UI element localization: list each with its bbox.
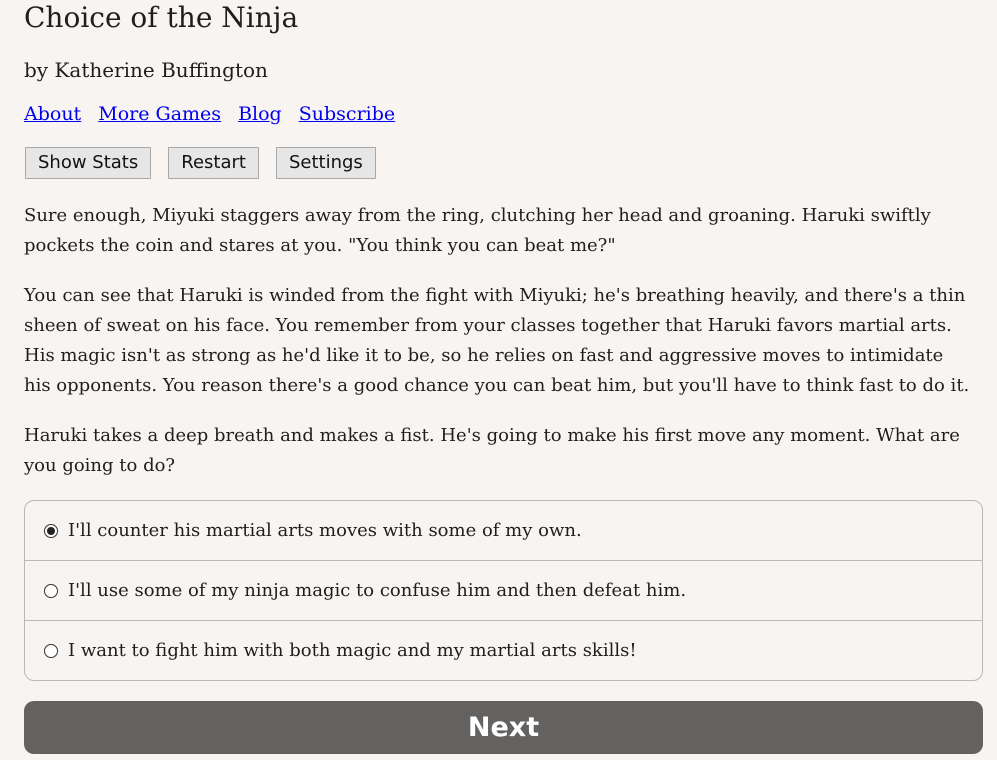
- choice-label: I'll counter his martial arts moves with some of my own.: [68, 520, 582, 541]
- settings-button[interactable]: Settings: [276, 147, 376, 179]
- story-paragraph: Haruki takes a deep breath and makes a fist. He's going to make his first move any moment. What are you going to do?: [24, 425, 960, 476]
- story-text: [24, 201, 974, 501]
- radio-icon[interactable]: [44, 584, 58, 598]
- toolbar: [25, 147, 376, 179]
- choice-option-1[interactable]: [25, 501, 982, 560]
- more-games-link[interactable]: More Games: [98, 103, 222, 125]
- story-paragraph: You can see that Haruki is winded from the fight with Miyuki; he's breathing heavily, and there's a thin sheen of sweat on his face. You remember from your classes together that Haruki favors martial arts. His magic isn't as strong as he'd like it to be, so he relies on fast and aggressive moves to intimidate his opponents. You reason there's a good chance you can beat him, but you'll have to think fast to do it.: [24, 285, 970, 396]
- choice-label: I want to fight him with both magic and my martial arts skills!: [68, 640, 637, 661]
- choice-option-3[interactable]: [25, 620, 982, 680]
- author-byline: by Katherine Buffington: [24, 58, 268, 82]
- choice-list: [24, 500, 983, 681]
- about-link[interactable]: About: [24, 103, 82, 125]
- header-links: [24, 101, 406, 127]
- story-paragraph: Sure enough, Miyuki staggers away from the ring, clutching her head and groaning. Haruki swiftly pockets the coin and stares at you. "You think you can beat me?": [24, 205, 931, 256]
- restart-button[interactable]: Restart: [168, 147, 259, 179]
- subscribe-link[interactable]: Subscribe: [298, 103, 396, 125]
- choice-label: I'll use some of my ninja magic to confuse him and then defeat him.: [68, 580, 687, 601]
- show-stats-button[interactable]: Show Stats: [25, 147, 151, 179]
- radio-selected-icon[interactable]: [44, 524, 58, 538]
- radio-icon[interactable]: [44, 644, 58, 658]
- next-button[interactable]: Next: [24, 701, 983, 754]
- blog-link[interactable]: Blog: [238, 103, 282, 125]
- choice-option-2[interactable]: [25, 560, 982, 620]
- game-title: Choice of the Ninja: [24, 1, 299, 34]
